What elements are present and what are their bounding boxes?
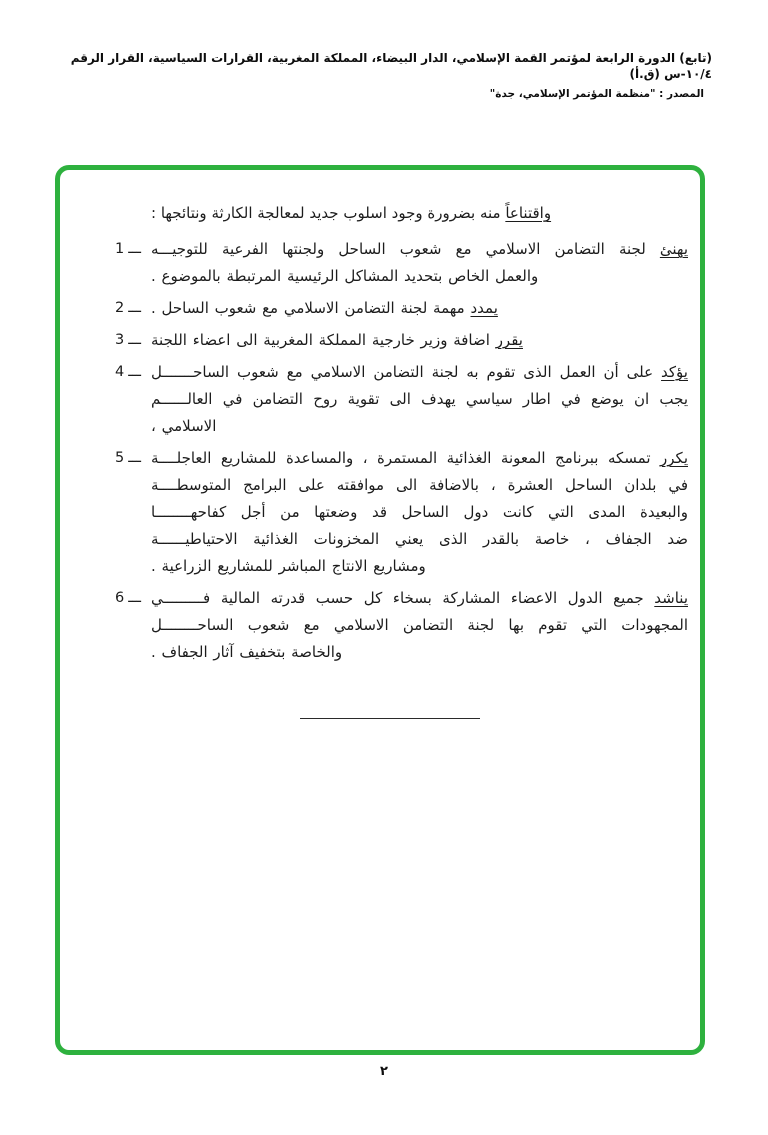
item-line: ومشاريع الانتاج المباشر للمشاريع الزراعية .	[151, 557, 426, 575]
item-line: يجب ان يوضع في اطار سياسي يهدف الى تقوية روح التضامن في العالــــــم	[151, 390, 688, 408]
scan-frame	[55, 165, 705, 1055]
resolution-item	[115, 236, 688, 290]
item-line: الاسلامي ،	[151, 417, 217, 435]
item-number: 1 ـــ	[115, 236, 151, 290]
item-dash: ـــ	[128, 590, 141, 606]
item-text	[151, 295, 688, 322]
resolution-items	[115, 236, 688, 666]
item-verb-underlined: يؤكد	[661, 363, 688, 381]
item-line: في بلدان الساحل العشرة ، بالاضافة الى موافقته على البرامج المتوسطــــة	[151, 476, 688, 494]
resolution-item	[115, 327, 688, 354]
resolution-item	[115, 295, 688, 322]
item-number: 5 ـــ	[115, 445, 151, 580]
item-number: 6 ـــ	[115, 585, 151, 666]
item-dash: ـــ	[128, 300, 141, 316]
scanned-document-page	[0, 50, 768, 1135]
preamble-text: منه بضرورة وجود اسلوب جديد لمعالجة الكارثة ونتائجها :	[151, 204, 506, 222]
item-dash: ـــ	[128, 332, 141, 348]
item-text	[151, 236, 688, 290]
resolution-item	[115, 585, 688, 666]
item-line: يؤكد على أن العمل الذى تقوم به لجنة التضامن الاسلامي مع شعوب الساحـــــــل	[151, 363, 688, 381]
document-header: (تابع) الدورة الرابعة لمؤتمر القمة الإسلامي، الدار البيضاء، المملكة المغربية، القرارات السياسية، القرار الرقم ١٠/٤-س (ق.أ)	[70, 51, 712, 82]
item-line: والخاصة بتخفيف آثار الجفاف .	[151, 643, 343, 661]
resolution-item	[115, 359, 688, 440]
resolution-item	[115, 445, 688, 580]
item-text	[151, 585, 688, 666]
item-line: والعمل الخاص بتحديد المشاكل الرئيسية المرتبطة بالموضوع .	[151, 267, 539, 285]
item-text	[151, 359, 688, 440]
end-divider	[300, 718, 480, 719]
item-verb-underlined: يقرر	[495, 331, 523, 349]
item-number: 3 ـــ	[115, 327, 151, 354]
item-line: يناشد جميع الدول الاعضاء المشاركة بسخاء كل حسب قدرته المالية فـــــــــي	[151, 589, 688, 607]
item-line: يقرر اضافة وزير خارجية المملكة المغربية الى اعضاء اللجنة	[151, 331, 523, 349]
source-caption: المصدر : "منظمة المؤتمر الإسلامي، جدة"	[489, 88, 704, 101]
item-text	[151, 327, 688, 354]
item-line: ضد الجفاف ، خاصة بالقدر الذى يعني المخزونات الغذائية الاحتياطيــــــة	[151, 530, 688, 548]
preamble-underlined-word: واقتناعاً	[505, 204, 552, 222]
preamble-line	[151, 200, 688, 227]
page-number: ٢	[380, 1064, 388, 1079]
item-dash: ـــ	[128, 364, 141, 380]
item-line: يهنئ لجنة التضامن الاسلامي مع شعوب الساحل ولجنتها الفرعية للتوجيـــه	[151, 240, 688, 258]
item-number: 4 ـــ	[115, 359, 151, 440]
item-verb-underlined: يناشد	[654, 589, 688, 607]
item-number: 2 ـــ	[115, 295, 151, 322]
item-verb-underlined: يمدد	[470, 299, 498, 317]
item-text	[151, 445, 688, 580]
item-line: والبعيدة المدى التي كانت دول الساحل قد وضعتها من أجل كفاحهــــــــا	[151, 503, 688, 521]
item-dash: ـــ	[128, 241, 141, 257]
item-line: المجهودات التي تقوم بها لجنة التضامن الاسلامي مع شعوب الساحــــــــل	[151, 616, 688, 634]
scan-content	[115, 200, 688, 719]
item-dash: ـــ	[128, 450, 141, 466]
item-verb-underlined: يهنئ	[659, 240, 688, 258]
item-line: يكرر تمسكه ببرنامج المعونة الغذائية المستمرة ، والمساعدة للمشاريع العاجلــــة	[151, 449, 688, 467]
item-line: يمدد مهمة لجنة التضامن الاسلامي مع شعوب الساحل .	[151, 299, 498, 317]
item-verb-underlined: يكرر	[660, 449, 688, 467]
